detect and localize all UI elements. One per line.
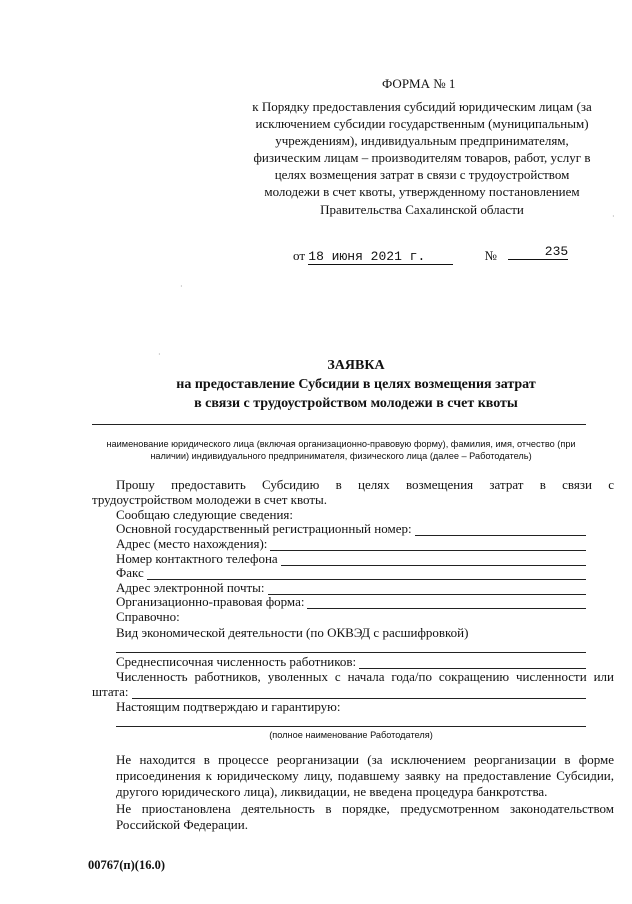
page-title (60, 356, 632, 413)
field-headcount-line (359, 656, 586, 669)
field-headcount (116, 654, 586, 669)
request-text-line-2: трудоустройством молодежи в счет квоты. (92, 492, 328, 507)
field-legal-form-label: Организационно-правовая форма: (116, 594, 305, 609)
employer-caption: (полное наименование Работодателя) (269, 730, 433, 740)
paragraph-suspension: Не приостановлена деятельность в порядке, предусмотренном законодательством Российской Федерации. (116, 801, 614, 832)
title-line-2: на предоставление Субсидии в целях возмещения затрат (176, 377, 536, 392)
field-dismissed-label: штата: (92, 684, 129, 699)
form-number: ФОРМА № 1 (382, 76, 456, 91)
field-dismissed-line-1: Численность работников, уволенных с начала года/по сокращению численности или (116, 669, 614, 684)
field-phone (116, 551, 586, 566)
applicant-name-line (92, 424, 586, 425)
field-ogrn (116, 521, 586, 536)
footer-code: 00767(п)(16.0) (88, 858, 165, 872)
field-headcount-label: Среднесписочная численность работников: (116, 654, 357, 669)
date-value: 18 июня 2021 г. (308, 249, 453, 265)
field-reference (116, 609, 586, 624)
field-email (116, 580, 586, 595)
employer-name-line (116, 726, 586, 727)
field-legal-form (116, 594, 586, 609)
scan-speck: · (180, 282, 183, 291)
info-intro: Сообщаю следующие сведения: (116, 507, 294, 522)
number-sign: № (484, 248, 497, 263)
request-text-line-1: Прошу предоставить Субсидию в целях возмещения затрат в связи с (116, 477, 614, 492)
okved-line (116, 652, 586, 653)
field-email-label: Адрес электронной почты: (116, 580, 265, 595)
field-legal-form-line (307, 596, 586, 609)
field-phone-label: Номер контактного телефона (116, 551, 278, 566)
field-ogrn-line (415, 523, 586, 536)
field-address (116, 536, 586, 551)
title-line-3: в связи с трудоустройством молодежи в счет квоты (194, 396, 518, 411)
applicant-caption: наименование юридического лица (включая организационно-правовую форму), фамилия, имя, отчество (при наличии) индивидуального предпринимателя, физического лица (далее – Работодатель) (106, 439, 576, 461)
date-number-row (293, 244, 569, 265)
field-fax-line (147, 567, 586, 580)
field-fax (116, 565, 586, 580)
paragraph-reorganization: Не находится в процессе реорганизации (за исключением реорганизации в форме присоединения к юридическому лицу, подавшему заявку на предоставление Субсидии, другого юридического лица), ликвидации, не введена процедура банкротства. (116, 752, 614, 799)
document-number: 235 (508, 244, 568, 260)
field-address-line (270, 538, 586, 551)
field-fax-label: Факс (116, 565, 144, 580)
scan-speck: · (158, 350, 161, 359)
field-dismissed (92, 684, 586, 699)
field-okved-label: Вид экономической деятельности (по ОКВЭД с расшифровкой) (116, 625, 469, 640)
scan-speck: · (612, 212, 615, 221)
field-ogrn-label: Основной государственный регистрационный номер: (116, 521, 412, 536)
field-confirm (116, 699, 586, 714)
field-address-label: Адрес (место нахождения): (116, 536, 268, 551)
field-dismissed-line (132, 686, 586, 699)
date-prefix: от (293, 248, 306, 263)
field-okved (116, 625, 586, 640)
field-confirm-label: Настоящим подтверждаю и гарантирую: (116, 699, 341, 714)
form-appendix-note: к Порядку предоставления субсидий юридическим лицам (за исключением субсидии государственным (муниципальным) учреждениям), индивидуальным предпринимателям, физическим лицам – производителям товаров, работ, услуг в целях возмещения затрат в связи с трудоустройством молодежи в счет квоты, утвержденному постановлением Правительства Сахалинской области (252, 99, 592, 217)
field-reference-label: Справочно: (116, 609, 180, 624)
title-line-1: ЗАЯВКА (327, 358, 385, 373)
